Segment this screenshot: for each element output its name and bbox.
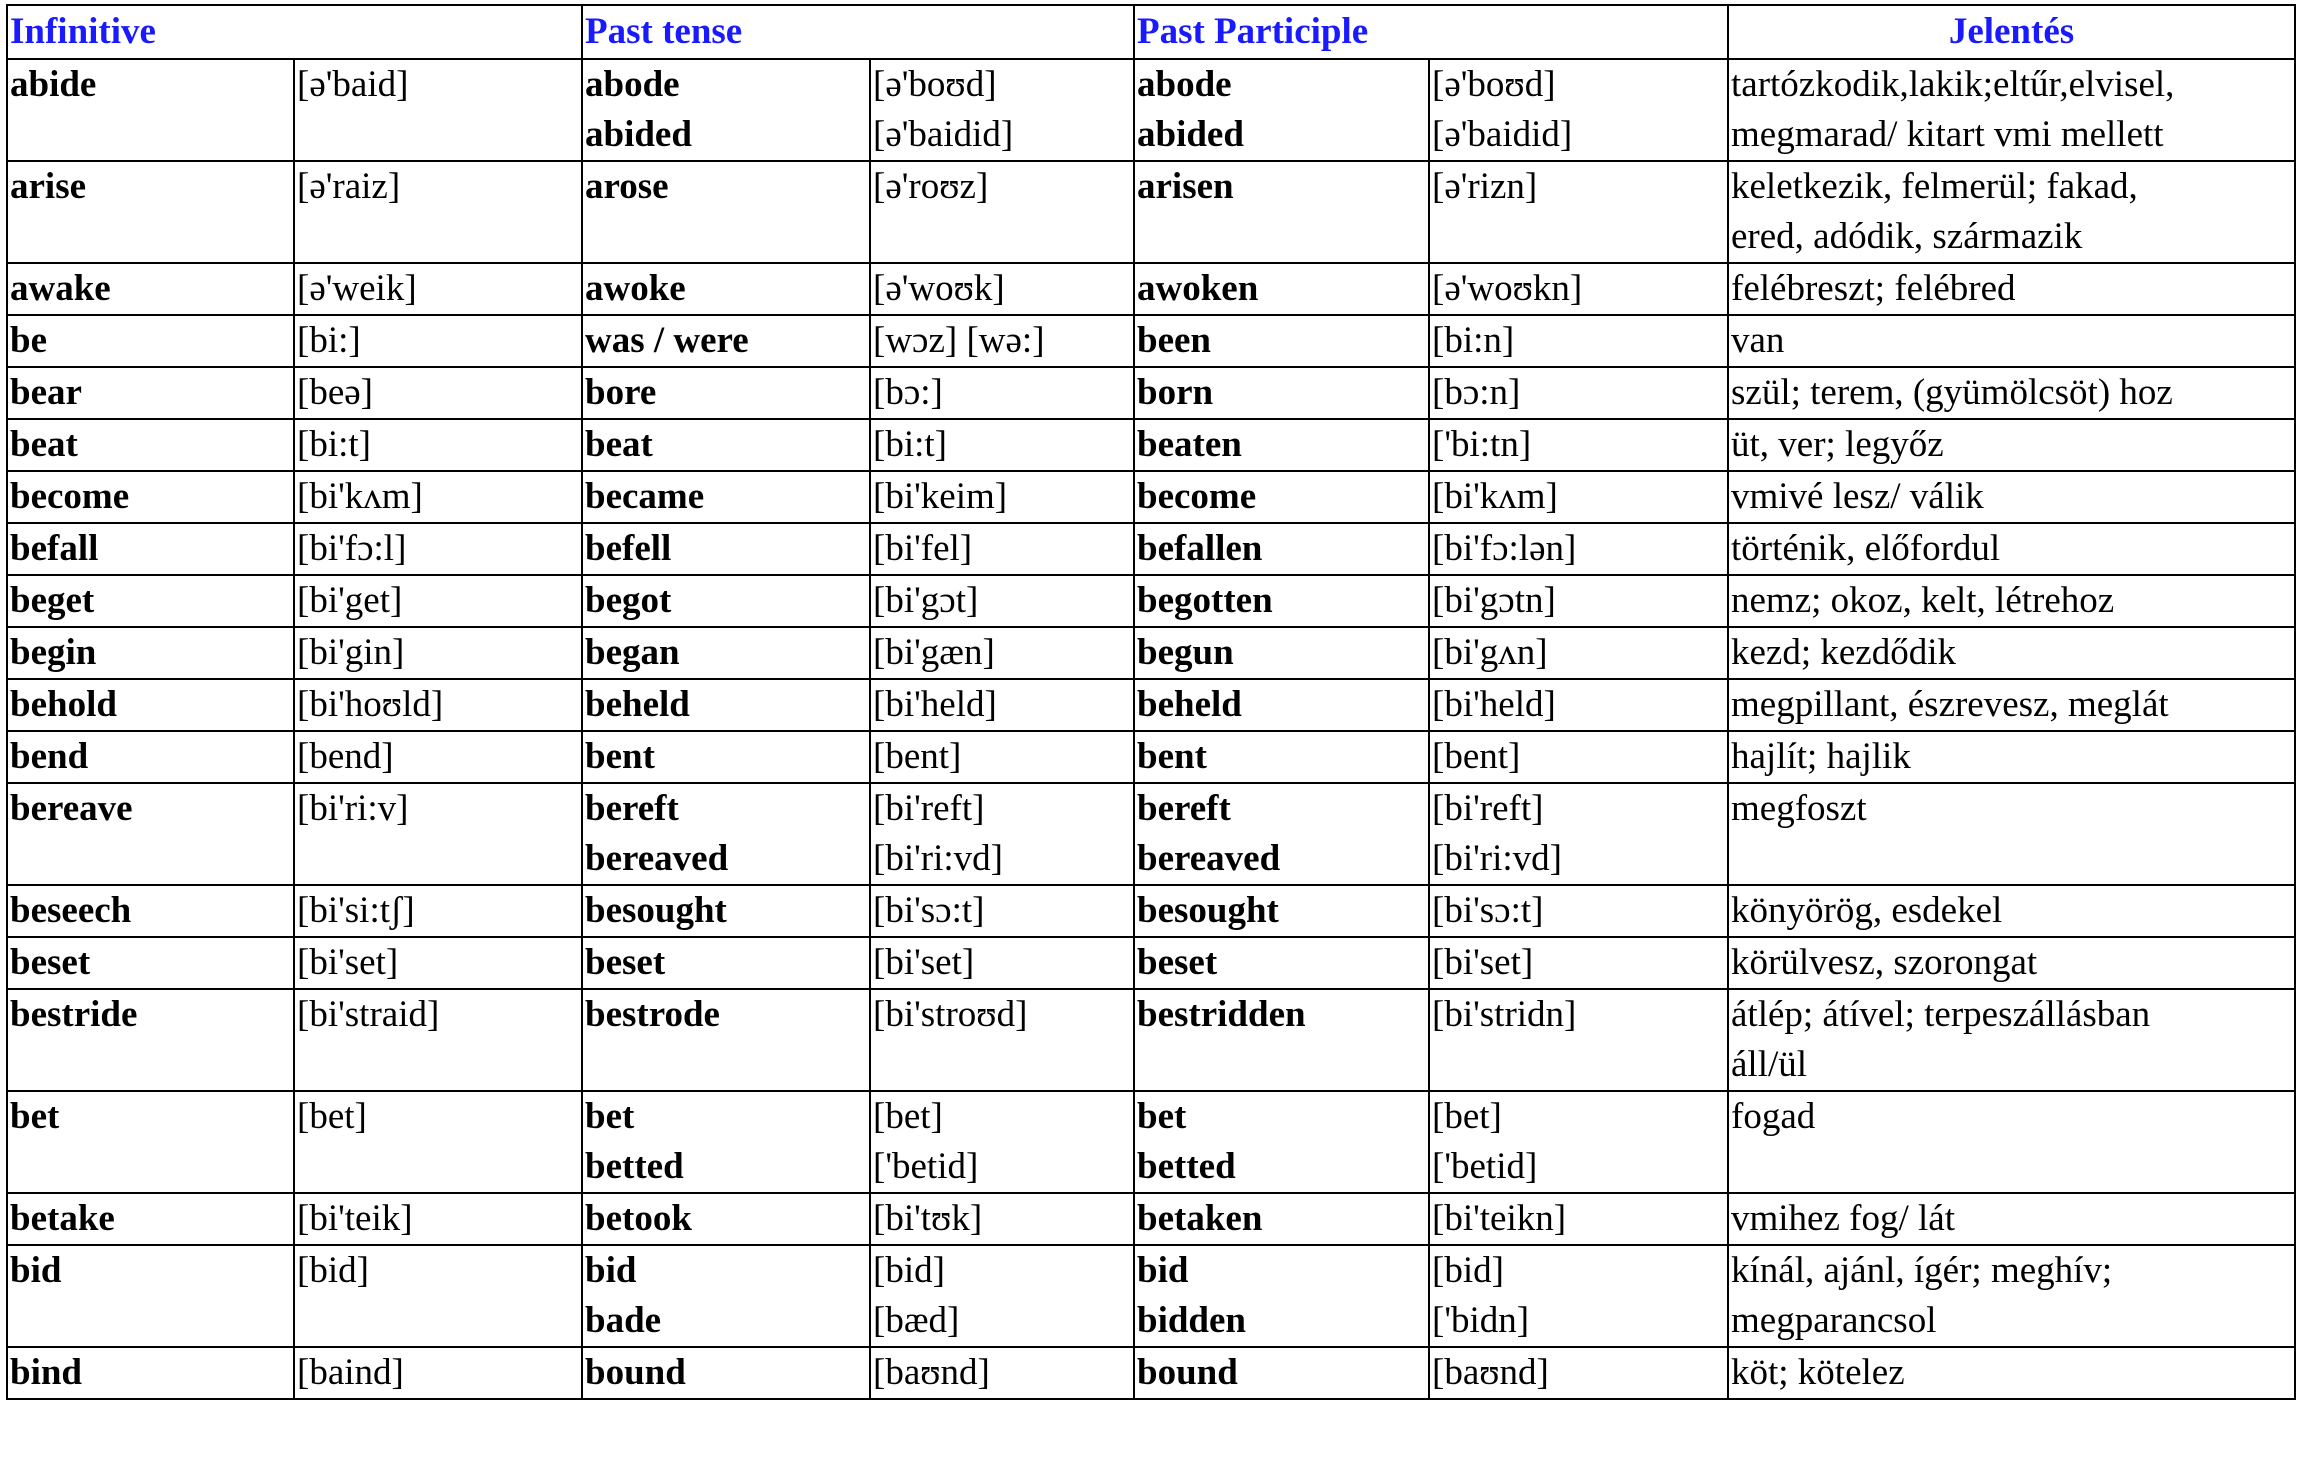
past-participle-line: awoken xyxy=(1137,268,1259,309)
past-tense-cell xyxy=(582,575,870,627)
past-tense-line: beheld xyxy=(585,684,690,725)
infinitive-cell: beset xyxy=(7,937,294,989)
past-tense-pronunciation-line: [baʊnd] xyxy=(873,1352,990,1393)
past-tense-pronunciation-line: [bɔ:] xyxy=(873,372,943,413)
table-row xyxy=(7,1091,2295,1193)
past-tense-line: became xyxy=(585,476,705,517)
meaning-cell xyxy=(1728,59,2295,161)
past-participle-line: beset xyxy=(1137,942,1218,983)
infinitive-pronunciation-cell: [bid] xyxy=(294,1245,582,1347)
meaning-line: üt, ver; legyőz xyxy=(1731,424,1944,465)
past-tense-cell xyxy=(582,1091,870,1193)
infinitive-pronunciation-cell: [bi'set] xyxy=(294,937,582,989)
past-participle-pronunciation-line: [bi'kʌm] xyxy=(1432,476,1558,517)
past-tense-pronunciation-line: [bid] xyxy=(873,1250,945,1291)
past-tense-pronunciation-line: [bi'sɔ:t] xyxy=(873,890,985,931)
past-participle-pronunciation-cell xyxy=(1429,315,1728,367)
past-tense-line: bereft xyxy=(585,788,679,829)
table-row xyxy=(7,419,2295,471)
past-participle-pronunciation-line: [bi'ri:vd] xyxy=(1432,838,1562,879)
past-participle-cell xyxy=(1134,471,1429,523)
past-tense-pronunciation-cell xyxy=(870,783,1134,885)
past-participle-pronunciation-line: [bet] xyxy=(1432,1096,1502,1137)
meaning-cell xyxy=(1728,263,2295,315)
past-tense-line: bore xyxy=(585,372,657,413)
past-tense-pronunciation-cell xyxy=(870,627,1134,679)
meaning-line: ered, adódik, származik xyxy=(1731,216,2083,257)
past-participle-line: beheld xyxy=(1137,684,1242,725)
infinitive-pronunciation-cell: [bi'teik] xyxy=(294,1193,582,1245)
table-row xyxy=(7,367,2295,419)
past-participle-cell xyxy=(1134,627,1429,679)
past-participle-pronunciation-cell xyxy=(1429,885,1728,937)
past-participle-pronunciation-cell xyxy=(1429,161,1728,263)
meaning-line: fogad xyxy=(1731,1096,1816,1137)
past-tense-pronunciation-cell xyxy=(870,1091,1134,1193)
table-row xyxy=(7,59,2295,161)
infinitive-pronunciation-cell: [bi:] xyxy=(294,315,582,367)
table-row xyxy=(7,989,2295,1091)
past-participle-cell xyxy=(1134,1091,1429,1193)
past-tense-pronunciation-line: [bi'fel] xyxy=(873,528,973,569)
past-tense-pronunciation-cell xyxy=(870,161,1134,263)
past-participle-pronunciation-cell xyxy=(1429,263,1728,315)
past-participle-line: abided xyxy=(1137,114,1244,155)
meaning-cell xyxy=(1728,1245,2295,1347)
past-participle-cell xyxy=(1134,1193,1429,1245)
meaning-cell xyxy=(1728,419,2295,471)
meaning-line: megpillant, észrevesz, meglát xyxy=(1731,684,2169,725)
past-tense-pronunciation-cell xyxy=(870,575,1134,627)
meaning-line: keletkezik, felmerül; fakad, xyxy=(1731,166,2138,207)
past-participle-cell xyxy=(1134,885,1429,937)
infinitive-pronunciation-cell: [bi'gin] xyxy=(294,627,582,679)
table-row xyxy=(7,523,2295,575)
meaning-cell xyxy=(1728,783,2295,885)
past-participle-pronunciation-line: ['betid] xyxy=(1432,1146,1538,1187)
past-participle-line: born xyxy=(1137,372,1214,413)
past-participle-pronunciation-cell xyxy=(1429,419,1728,471)
past-tense-pronunciation-cell xyxy=(870,679,1134,731)
past-tense-pronunciation-line: [bi'set] xyxy=(873,942,975,983)
past-participle-pronunciation-line: [bi'sɔ:t] xyxy=(1432,890,1544,931)
past-tense-line: arose xyxy=(585,166,669,207)
past-participle-line: bidden xyxy=(1137,1300,1247,1341)
past-tense-line: bent xyxy=(585,736,655,777)
past-participle-pronunciation-cell xyxy=(1429,783,1728,885)
past-tense-pronunciation-cell xyxy=(870,315,1134,367)
infinitive-cell: bend xyxy=(7,731,294,783)
past-tense-line: began xyxy=(585,632,680,673)
past-tense-pronunciation-cell xyxy=(870,523,1134,575)
past-participle-cell xyxy=(1134,575,1429,627)
past-participle-pronunciation-line: ['bidn] xyxy=(1432,1300,1530,1341)
past-participle-line: bereft xyxy=(1137,788,1231,829)
table-row xyxy=(7,1193,2295,1245)
past-tense-cell xyxy=(582,263,870,315)
past-tense-pronunciation-cell xyxy=(870,885,1134,937)
meaning-line: megparancsol xyxy=(1731,1300,1937,1341)
past-tense-line: bade xyxy=(585,1300,662,1341)
table-row xyxy=(7,679,2295,731)
header-past-participle: Past Participle xyxy=(1134,5,1728,59)
past-participle-cell xyxy=(1134,263,1429,315)
past-tense-pronunciation-cell xyxy=(870,471,1134,523)
past-tense-pronunciation-line: [bi'keim] xyxy=(873,476,1008,517)
past-tense-pronunciation-line: [bet] xyxy=(873,1096,943,1137)
past-participle-line: bound xyxy=(1137,1352,1238,1393)
past-participle-pronunciation-line: [bi'gɔtn] xyxy=(1432,580,1556,621)
infinitive-cell: become xyxy=(7,471,294,523)
infinitive-cell: behold xyxy=(7,679,294,731)
past-participle-pronunciation-cell xyxy=(1429,1091,1728,1193)
past-tense-line: betook xyxy=(585,1198,692,1239)
infinitive-cell: beseech xyxy=(7,885,294,937)
past-participle-pronunciation-line: [bi'held] xyxy=(1432,684,1556,725)
past-tense-pronunciation-line: [ə'woʊk] xyxy=(873,268,1005,309)
past-tense-cell xyxy=(582,367,870,419)
past-participle-pronunciation-line: [ə'baidid] xyxy=(1432,114,1573,155)
infinitive-pronunciation-cell: [bi'get] xyxy=(294,575,582,627)
header-row xyxy=(7,5,2295,59)
meaning-line: hajlít; hajlik xyxy=(1731,736,1911,777)
meaning-line: vmivé lesz/ válik xyxy=(1731,476,1984,517)
past-participle-pronunciation-cell xyxy=(1429,937,1728,989)
meaning-cell xyxy=(1728,367,2295,419)
infinitive-cell: abide xyxy=(7,59,294,161)
past-participle-cell xyxy=(1134,419,1429,471)
past-tense-cell xyxy=(582,731,870,783)
table-row xyxy=(7,731,2295,783)
header-past-tense: Past tense xyxy=(582,5,1134,59)
past-tense-pronunciation-line: [wɔz] [wə:] xyxy=(873,320,1045,361)
infinitive-cell: be xyxy=(7,315,294,367)
infinitive-cell: awake xyxy=(7,263,294,315)
past-participle-cell xyxy=(1134,937,1429,989)
infinitive-pronunciation-cell: [ə'weik] xyxy=(294,263,582,315)
table-row xyxy=(7,1347,2295,1399)
past-tense-cell xyxy=(582,783,870,885)
meaning-line: kezd; kezdődik xyxy=(1731,632,1956,673)
past-tense-pronunciation-cell xyxy=(870,1193,1134,1245)
past-participle-pronunciation-cell xyxy=(1429,1245,1728,1347)
meaning-line: könyörög, esdekel xyxy=(1731,890,2003,931)
infinitive-pronunciation-cell: [bi:t] xyxy=(294,419,582,471)
past-participle-cell xyxy=(1134,523,1429,575)
meaning-cell xyxy=(1728,989,2295,1091)
meaning-cell xyxy=(1728,731,2295,783)
infinitive-cell: arise xyxy=(7,161,294,263)
past-participle-cell xyxy=(1134,315,1429,367)
past-participle-pronunciation-line: [bi'fɔ:lən] xyxy=(1432,528,1577,569)
past-participle-pronunciation-cell xyxy=(1429,471,1728,523)
past-participle-pronunciation-line: [ə'boʊd] xyxy=(1432,64,1556,105)
meaning-cell xyxy=(1728,937,2295,989)
past-tense-line: bereaved xyxy=(585,838,729,879)
past-participle-pronunciation-line: [baʊnd] xyxy=(1432,1352,1549,1393)
past-tense-pronunciation-cell xyxy=(870,367,1134,419)
meaning-cell xyxy=(1728,679,2295,731)
meaning-line: történik, előfordul xyxy=(1731,528,2001,569)
past-tense-pronunciation-cell xyxy=(870,419,1134,471)
infinitive-cell: bid xyxy=(7,1245,294,1347)
infinitive-pronunciation-cell: [bi'hoʊld] xyxy=(294,679,582,731)
past-participle-line: bent xyxy=(1137,736,1207,777)
infinitive-pronunciation-cell: [bi'ri:v] xyxy=(294,783,582,885)
infinitive-cell: beget xyxy=(7,575,294,627)
infinitive-cell: begin xyxy=(7,627,294,679)
past-participle-line: betaken xyxy=(1137,1198,1263,1239)
past-participle-line: arisen xyxy=(1137,166,1234,207)
past-tense-line: was / were xyxy=(585,320,749,361)
infinitive-cell: befall xyxy=(7,523,294,575)
past-tense-line: befell xyxy=(585,528,672,569)
table-row xyxy=(7,627,2295,679)
infinitive-pronunciation-cell: [bend] xyxy=(294,731,582,783)
past-participle-pronunciation-cell xyxy=(1429,523,1728,575)
table-row xyxy=(7,885,2295,937)
past-participle-line: bet xyxy=(1137,1096,1187,1137)
past-participle-cell xyxy=(1134,367,1429,419)
infinitive-pronunciation-cell: [bi'si:tʃ] xyxy=(294,885,582,937)
past-participle-line: begun xyxy=(1137,632,1234,673)
past-tense-line: begot xyxy=(585,580,672,621)
past-participle-pronunciation-cell xyxy=(1429,575,1728,627)
meaning-line: van xyxy=(1731,320,1785,361)
meaning-cell xyxy=(1728,1347,2295,1399)
past-participle-line: befallen xyxy=(1137,528,1263,569)
infinitive-pronunciation-cell: [bi'kʌm] xyxy=(294,471,582,523)
past-tense-cell xyxy=(582,419,870,471)
past-participle-line: abode xyxy=(1137,64,1232,105)
past-participle-pronunciation-cell xyxy=(1429,1193,1728,1245)
past-participle-line: bid xyxy=(1137,1250,1189,1291)
meaning-line: kínál, ajánl, ígér; meghív; xyxy=(1731,1250,2113,1291)
irregular-verbs-table xyxy=(6,4,2296,1400)
past-tense-cell xyxy=(582,885,870,937)
past-participle-line: besought xyxy=(1137,890,1279,931)
past-participle-line: betted xyxy=(1137,1146,1236,1187)
past-tense-cell xyxy=(582,1347,870,1399)
verb-rows xyxy=(7,59,2295,1399)
past-participle-cell xyxy=(1134,1245,1429,1347)
infinitive-cell: betake xyxy=(7,1193,294,1245)
past-tense-line: abode xyxy=(585,64,680,105)
past-participle-pronunciation-cell xyxy=(1429,679,1728,731)
past-participle-pronunciation-line: [ə'rizn] xyxy=(1432,166,1538,207)
past-participle-pronunciation-line: [bid] xyxy=(1432,1250,1504,1291)
past-participle-line: bereaved xyxy=(1137,838,1281,879)
meaning-line: tartózkodik,lakik;eltűr,elvisel, xyxy=(1731,64,2175,105)
header-meaning: Jelentés xyxy=(1728,5,2295,59)
past-tense-pronunciation-cell xyxy=(870,937,1134,989)
past-tense-pronunciation-line: [ə'boʊd] xyxy=(873,64,997,105)
past-participle-cell xyxy=(1134,161,1429,263)
table-row xyxy=(7,1245,2295,1347)
table-row xyxy=(7,471,2295,523)
past-tense-line: beset xyxy=(585,942,666,983)
infinitive-pronunciation-cell: [ə'raiz] xyxy=(294,161,582,263)
past-tense-pronunciation-line: [bi'gæn] xyxy=(873,632,995,673)
past-participle-line: begotten xyxy=(1137,580,1273,621)
table-row xyxy=(7,315,2295,367)
past-tense-pronunciation-cell xyxy=(870,1347,1134,1399)
past-participle-pronunciation-line: [bi'stridn] xyxy=(1432,994,1577,1035)
past-tense-cell xyxy=(582,1193,870,1245)
past-participle-pronunciation-line: [bi'teikn] xyxy=(1432,1198,1567,1239)
meaning-line: szül; terem, (gyümölcsöt) hoz xyxy=(1731,372,2173,413)
infinitive-pronunciation-cell: [bi'fɔ:l] xyxy=(294,523,582,575)
infinitive-pronunciation-cell: [bi'straid] xyxy=(294,989,582,1091)
past-tense-cell xyxy=(582,1245,870,1347)
meaning-line: megmarad/ kitart vmi mellett xyxy=(1731,114,2164,155)
meaning-cell xyxy=(1728,471,2295,523)
infinitive-cell: bind xyxy=(7,1347,294,1399)
meaning-line: köt; kötelez xyxy=(1731,1352,1905,1393)
past-tense-pronunciation-cell xyxy=(870,731,1134,783)
infinitive-pronunciation-cell: [ə'baid] xyxy=(294,59,582,161)
past-tense-pronunciation-line: [bæd] xyxy=(873,1300,960,1341)
past-tense-cell xyxy=(582,989,870,1091)
past-participle-pronunciation-cell xyxy=(1429,731,1728,783)
past-participle-pronunciation-cell xyxy=(1429,367,1728,419)
past-participle-cell xyxy=(1134,989,1429,1091)
meaning-line: átlép; átível; terpeszállásban xyxy=(1731,994,2151,1035)
past-tense-line: besought xyxy=(585,890,727,931)
past-tense-cell xyxy=(582,59,870,161)
past-tense-line: abided xyxy=(585,114,692,155)
meaning-line: felébreszt; felébred xyxy=(1731,268,2016,309)
past-tense-line: bestrode xyxy=(585,994,720,1035)
past-tense-line: awoke xyxy=(585,268,686,309)
infinitive-pronunciation-cell: [bet] xyxy=(294,1091,582,1193)
past-participle-pronunciation-cell xyxy=(1429,627,1728,679)
past-participle-pronunciation-line: [ə'woʊkn] xyxy=(1432,268,1583,309)
infinitive-cell: bear xyxy=(7,367,294,419)
meaning-cell xyxy=(1728,575,2295,627)
meaning-line: körülvesz, szorongat xyxy=(1731,942,2038,983)
past-tense-pronunciation-cell xyxy=(870,59,1134,161)
past-participle-pronunciation-line: [bi:n] xyxy=(1432,320,1515,361)
past-participle-cell xyxy=(1134,783,1429,885)
infinitive-cell: bestride xyxy=(7,989,294,1091)
past-participle-line: become xyxy=(1137,476,1257,517)
past-participle-line: beaten xyxy=(1137,424,1242,465)
infinitive-pronunciation-cell: [beə] xyxy=(294,367,582,419)
past-tense-pronunciation-line: [bi'held] xyxy=(873,684,997,725)
past-tense-pronunciation-line: [bi'stroʊd] xyxy=(873,994,1028,1035)
table-row xyxy=(7,161,2295,263)
past-tense-pronunciation-line: ['betid] xyxy=(873,1146,979,1187)
past-tense-cell xyxy=(582,161,870,263)
past-tense-cell xyxy=(582,471,870,523)
past-participle-pronunciation-line: [bi'set] xyxy=(1432,942,1534,983)
past-tense-line: bid xyxy=(585,1250,637,1291)
table-row xyxy=(7,937,2295,989)
past-participle-pronunciation-line: [bi'gʌn] xyxy=(1432,632,1548,673)
past-tense-cell xyxy=(582,627,870,679)
past-tense-pronunciation-line: [ə'roʊz] xyxy=(873,166,989,207)
past-tense-pronunciation-line: [bi'gɔt] xyxy=(873,580,979,621)
past-participle-cell xyxy=(1134,679,1429,731)
past-participle-cell xyxy=(1134,1347,1429,1399)
meaning-cell xyxy=(1728,1091,2295,1193)
past-tense-pronunciation-line: [bi:t] xyxy=(873,424,947,465)
past-participle-pronunciation-cell xyxy=(1429,1347,1728,1399)
past-participle-line: been xyxy=(1137,320,1211,361)
meaning-cell xyxy=(1728,523,2295,575)
past-tense-cell xyxy=(582,315,870,367)
past-tense-cell xyxy=(582,937,870,989)
past-participle-pronunciation-line: [bent] xyxy=(1432,736,1521,777)
infinitive-cell: beat xyxy=(7,419,294,471)
meaning-line: vmihez fog/ lát xyxy=(1731,1198,1955,1239)
past-tense-cell xyxy=(582,679,870,731)
meaning-line: megfoszt xyxy=(1731,788,1867,829)
past-participle-pronunciation-line: [bɔ:n] xyxy=(1432,372,1521,413)
past-participle-cell xyxy=(1134,59,1429,161)
table-row xyxy=(7,575,2295,627)
past-participle-cell xyxy=(1134,731,1429,783)
infinitive-pronunciation-cell: [baind] xyxy=(294,1347,582,1399)
meaning-line: nemz; okoz, kelt, létrehoz xyxy=(1731,580,2115,621)
meaning-cell xyxy=(1728,627,2295,679)
meaning-cell xyxy=(1728,315,2295,367)
past-tense-pronunciation-line: [bi'tʊk] xyxy=(873,1198,983,1239)
table-row xyxy=(7,783,2295,885)
past-tense-pronunciation-line: [bi'ri:vd] xyxy=(873,838,1003,879)
infinitive-cell: bereave xyxy=(7,783,294,885)
past-tense-pronunciation-line: [bent] xyxy=(873,736,962,777)
infinitive-cell: bet xyxy=(7,1091,294,1193)
meaning-line: áll/ül xyxy=(1731,1044,1808,1085)
past-tense-line: bet xyxy=(585,1096,635,1137)
past-tense-pronunciation-line: [bi'reft] xyxy=(873,788,985,829)
meaning-cell xyxy=(1728,1193,2295,1245)
past-tense-pronunciation-cell xyxy=(870,263,1134,315)
table-row xyxy=(7,263,2295,315)
meaning-cell xyxy=(1728,885,2295,937)
past-participle-line: bestridden xyxy=(1137,994,1306,1035)
past-participle-pronunciation-cell xyxy=(1429,59,1728,161)
past-tense-line: betted xyxy=(585,1146,684,1187)
meaning-cell xyxy=(1728,161,2295,263)
past-tense-line: beat xyxy=(585,424,653,465)
past-tense-line: bound xyxy=(585,1352,686,1393)
past-participle-pronunciation-line: ['bi:tn] xyxy=(1432,424,1532,465)
header-infinitive: Infinitive xyxy=(7,5,582,59)
past-tense-pronunciation-line: [ə'baidid] xyxy=(873,114,1014,155)
past-tense-pronunciation-cell xyxy=(870,989,1134,1091)
past-participle-pronunciation-line: [bi'reft] xyxy=(1432,788,1544,829)
past-tense-cell xyxy=(582,523,870,575)
past-tense-pronunciation-cell xyxy=(870,1245,1134,1347)
past-participle-pronunciation-cell xyxy=(1429,989,1728,1091)
